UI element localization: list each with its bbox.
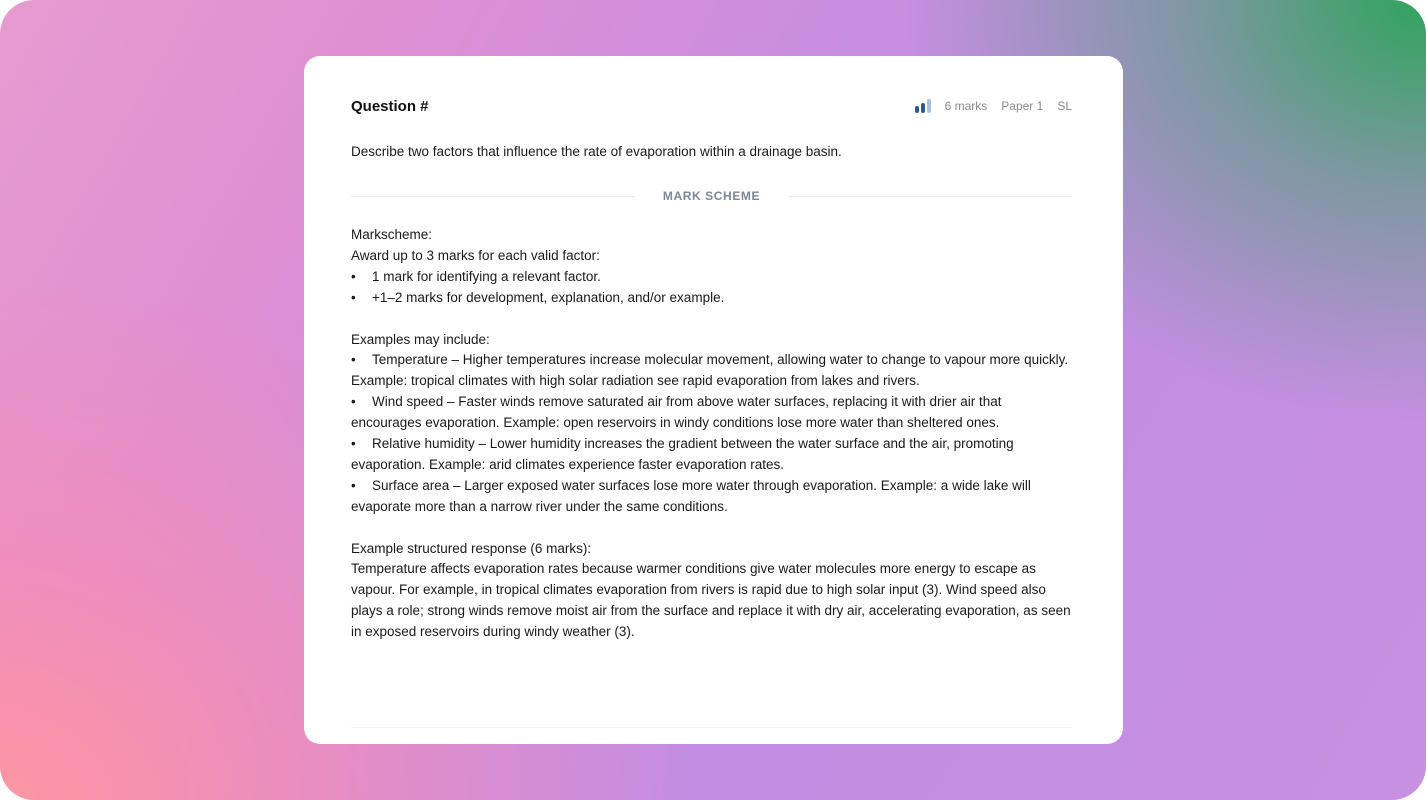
scheme-bullet: • Relative humidity – Lower humidity increases the gradient between the water surface and the air, promoting evaporation. Example: arid climates experience faster evaporation rates. [351,434,1074,476]
scheme-bullet: • Surface area – Larger exposed water surfaces lose more water through evaporation. Example: a wide lake will evaporate more than a narrow river under the same conditions. [351,476,1074,518]
level-label: SL [1057,99,1072,113]
signal-bars-icon [915,99,931,113]
card-footer-divider [351,727,1072,728]
difficulty-bar-1 [915,106,919,113]
mark-scheme-body [351,225,1074,643]
scheme-bullet: • Temperature – Higher temperatures increase molecular movement, allowing water to change to vapour more quickly. Example: tropical climates with high solar radiation see rapid evaporation from lakes and rivers. [351,350,1074,392]
scheme-line: Examples may include: [351,331,490,347]
scheme-bullet: • 1 mark for identifying a relevant factor. [351,267,1074,288]
scheme-spacer [351,518,1074,539]
scheme-line: Temperature affects evaporation rates because warmer conditions give water molecules more energy to escape as vapour. For example, in tropical climates evaporation from rivers is rapid due to high solar input (3). Wind speed also plays a role; strong winds remove moist air from the surface and replace it with dry air, accelerating evaporation, as seen in exposed reservoirs during windy weather (3). [351,561,1071,640]
scheme-spacer [351,309,1074,330]
mark-scheme-heading: MARK SCHEME [662,189,761,203]
scheme-bullet: • +1–2 marks for development, explanation, and/or example. [351,288,1074,309]
mark-scheme-divider [351,186,1072,206]
scheme-bullet: • Wind speed – Faster winds remove saturated air from above water surfaces, replacing it with drier air that encourages evaporation. Example: open reservoirs in windy conditions lose more water than sheltered ones. [351,392,1074,434]
question-header [351,94,1072,118]
question-title: Question # [351,97,429,115]
marks-label: 6 marks [944,99,988,113]
difficulty-bar-3 [927,99,931,113]
scheme-line: Example structured response (6 marks): [351,540,592,556]
question-meta [915,99,1072,113]
paper-label: Paper 1 [1001,99,1044,113]
divider-line-left [351,196,635,197]
question-text: Describe two factors that influence the rate of evaporation within a drainage basin. [351,144,842,159]
question-card [304,56,1123,744]
difficulty-bar-2 [921,103,925,113]
divider-line-right [788,196,1072,197]
scheme-line: Award up to 3 marks for each valid factor: [351,247,600,263]
scheme-line: Markscheme: [351,227,433,242]
